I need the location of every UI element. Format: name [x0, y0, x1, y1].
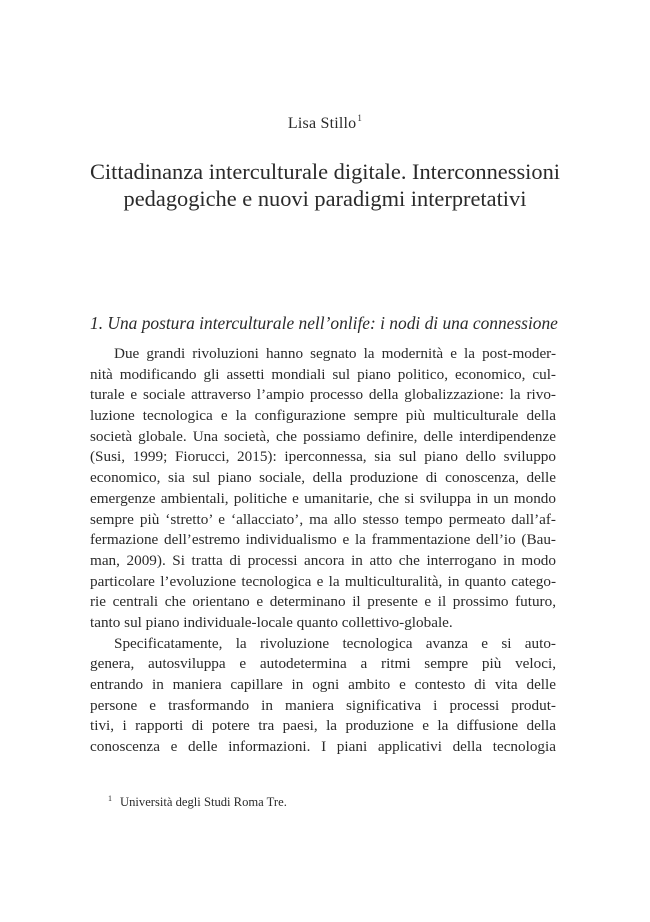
paragraph	[90, 344, 556, 634]
text-line: particolare l’evoluzione tecnologica e la multiculturalità, in quanto catego-	[90, 572, 556, 590]
text-line: entrando in maniera capillare in ogni ambito e contesto di vita delle	[90, 676, 556, 693]
text-line: sempre più ‘stretto’ e ‘allacciato’, ma allo stesso tempo permeato dall’af-	[90, 510, 556, 528]
footnote	[108, 795, 287, 810]
text-line: persone e trasformando in maniera significativa i processi produt-	[90, 696, 556, 714]
paper-title	[60, 158, 590, 212]
text-line: economico, sia sul piano sociale, della produzione di conoscenza, delle	[90, 469, 556, 487]
footnote-text: Università degli Studi Roma Tre.	[120, 795, 287, 809]
text-line: man, 2009). Si tratta di processi ancora in atto che interrogano in modo	[90, 551, 556, 569]
text-line: nità modificando gli assetti mondiali sul piano politico, economico, cul-	[90, 365, 556, 383]
author-name: Lisa Stillo	[287, 115, 357, 132]
text-line: Specificatamente, la rivoluzione tecnologica avanza e si auto-	[114, 634, 556, 652]
text-line: genera, autosviluppa e autodetermina a ritmi sempre più veloci,	[90, 655, 556, 673]
section-heading: 1. Una postura interculturale nell’onlife: i nodi di una connessione	[90, 313, 558, 333]
text-line: turale e sociale attraverso l’ampio processo della globalizzazione: la rivo-	[90, 386, 556, 404]
text-line: fermazione dell’estremo individualismo e la frammentazione dell’io (Bau-	[90, 531, 556, 549]
text-line: tivi, i rapporti di potere tra paesi, la produzione e la diffusione della	[90, 717, 556, 735]
text-line: (Susi, 1999; Fiorucci, 2015): iperconnessa, sia sul piano dello sviluppo	[90, 448, 556, 466]
author-footnote-ref: 1	[357, 113, 363, 123]
text-line: emergenze ambientali, politiche e umanitarie, che si sviluppa in un mondo	[90, 489, 556, 507]
paragraph	[90, 634, 556, 758]
author-line	[0, 115, 650, 133]
text-line: luzione tecnologica e la configurazione sempre più multiculturale della	[90, 407, 556, 425]
paper-title-line-2: pedagogiche e nuovi paradigmi interpretativi	[123, 186, 527, 211]
text-line: conoscenza e delle informazioni. I piani applicativi della tecnologia	[90, 738, 556, 756]
text-line: rie centrali che orientano e determinano il presente e il prossimo futuro,	[90, 593, 556, 611]
paper-title-line-1: Cittadinanza interculturale digitale. Interconnessioni	[89, 159, 561, 184]
body-text	[90, 344, 556, 758]
text-line: società globale. Una società, che possiamo definire, delle interdipendenze	[90, 427, 556, 445]
footnote-number: 1	[108, 794, 112, 803]
text-line: tanto sul piano individuale-locale quanto collettivo-globale.	[90, 613, 453, 631]
text-line: Due grandi rivoluzioni hanno segnato la modernità e la post-moder-	[114, 345, 556, 362]
